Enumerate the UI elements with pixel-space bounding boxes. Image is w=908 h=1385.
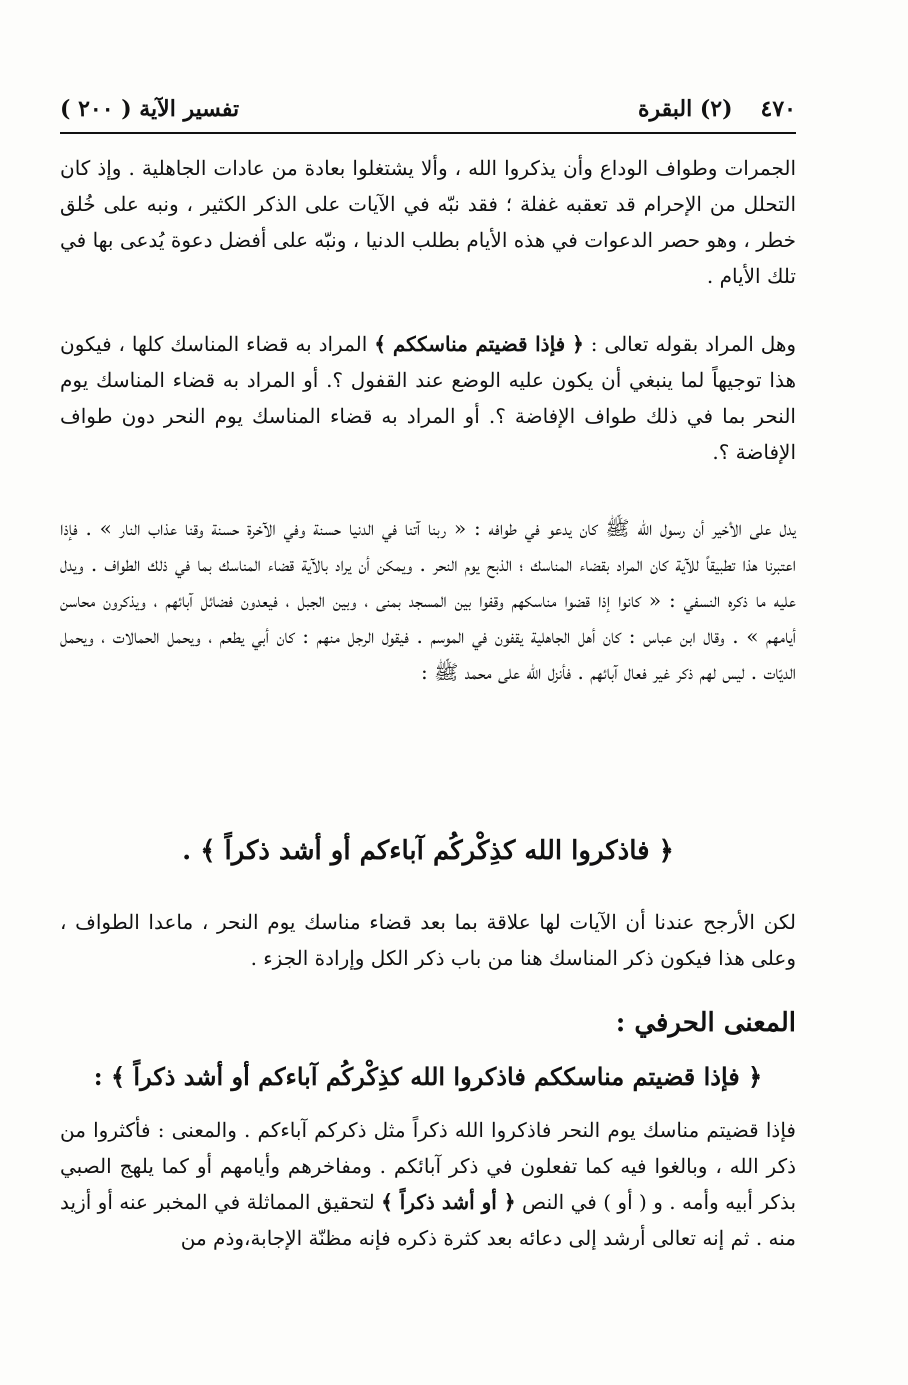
- quran-quote: فإذا قضيتم مناسككم: [392, 332, 566, 356]
- paragraph-5: [60, 1112, 796, 1256]
- paragraph-3: يدل على الأخير أن رسول الله ﷺ كان يدعو في طوافه : « ربنا آتنا في الدنيا حسنة وفي الآخرة حسنة وقنا عذاب النار » . فإذا اعتبرنا هذا تطبيقاً للآية كان المراد بقضاء المناسك ؛ الذبح يوم النحر . ويمكن أن يراد بالآية قضاء المناسك بما في ذلك الطواف . ويدل عليه ما ذكره النسفي : « كانوا إذا قضوا مناسكهم وقفوا بين المسجد بمنى ، وبين الجبل ، فيعدون فضائل آبائهم ، ويذكرون محاسن أيامهم » . وقال ابن عباس : كان أهل الجاهلية يقفون في الموسم . فيقول الرجل منهم : كان أبي يطعم ، ويحمل الحمالات ، ويحمل الديّات . ليس لهم ذكر غير فعال آبائهم . فأنزل الله على محمد ﷺ :: [60, 516, 796, 684]
- quran-quote-2: ﴿ أو أشد ذكراً ﴾: [381, 1190, 516, 1214]
- paragraph-2-intro: وهل المراد بقوله تعالى :: [590, 332, 797, 356]
- header-topic: تفسير الآية ( ٢٠٠ ): [60, 96, 240, 122]
- paragraph-5-part1: فإذا قضيتم مناسك يوم النحر فاذكروا الله ذكراً مثل ذكركم آباءكم . والمعنى : فأكثروا من ذكر الله ، وبالغوا فيه كما تفعلون في ذكر آبائكم . ومفاخرهم وأيامهم أو كما يلهج الصبي بذكر أبيه وأمه . و ( أو ) في النص: [60, 1118, 797, 1214]
- page-number: ٤٧٠: [760, 96, 796, 122]
- page-header: [60, 92, 796, 126]
- verse-block-2: ﴿ فإذا قضيتم مناسككم فاذكروا الله كذِكْركُم آباءكم أو أشد ذكراً ﴾ :: [93, 1062, 763, 1091]
- surah-name: (٢) البقرة: [637, 96, 733, 122]
- paragraph-1: الجمرات وطواف الوداع وأن يذكروا الله ، وألا يشتغلوا بعادة من عادات الجاهلية . وإذ كان التحلل من الإحرام قد تعقبه غفلة ؛ فقد نبّه في الآيات على الذكر الكثير ، ونبه على خُلق خطر ، وهو حصر الدعوات في هذه الأيام بطلب الدنيا ، ونبّه على أفضل دعوة يُدعى بها في تلك الأيام .: [60, 156, 796, 288]
- verse-close-bracket: ﴾: [374, 332, 386, 356]
- section-heading: المعنى الحرفي :: [615, 1008, 796, 1038]
- verse-open-bracket: ﴿: [572, 332, 584, 356]
- paragraph-2: [60, 326, 796, 470]
- paragraph-4: لكن الأرجح عندنا أن الآيات لها علاقة بما بعد قضاء مناسك يوم النحر ، ماعدا الطواف ، وعلى هذا فيكون ذكر المناسك هنا من باب ذكر الكل وإرادة الجزء .: [60, 910, 796, 970]
- paragraph-5-part2: لتحقيق المماثلة في المخبر عنه أو أزيد منه . ثم إنه تعالى أرشد إلى دعائه بعد كثرة ذكره فإنه مظنّة الإجابة،وذم من: [60, 1190, 796, 1250]
- header-rule: [60, 132, 796, 134]
- paragraph-2-rest: المراد به قضاء المناسك كلها ، فيكون هذا توجيهاً لما ينبغي أن يكون عليه الوضع عند القفول ؟. أو المراد به قضاء المناسك يوم النحر بما في ذلك طواف الإفاضة ؟. أو المراد به قضاء المناسك يوم النحر دون طواف الإفاضة ؟.: [60, 332, 796, 464]
- header-right: [638, 96, 796, 122]
- verse-block: ﴿ فاذكروا الله كذِكْركُم آباءكم أو أشد ذكراً ﴾ .: [182, 836, 674, 866]
